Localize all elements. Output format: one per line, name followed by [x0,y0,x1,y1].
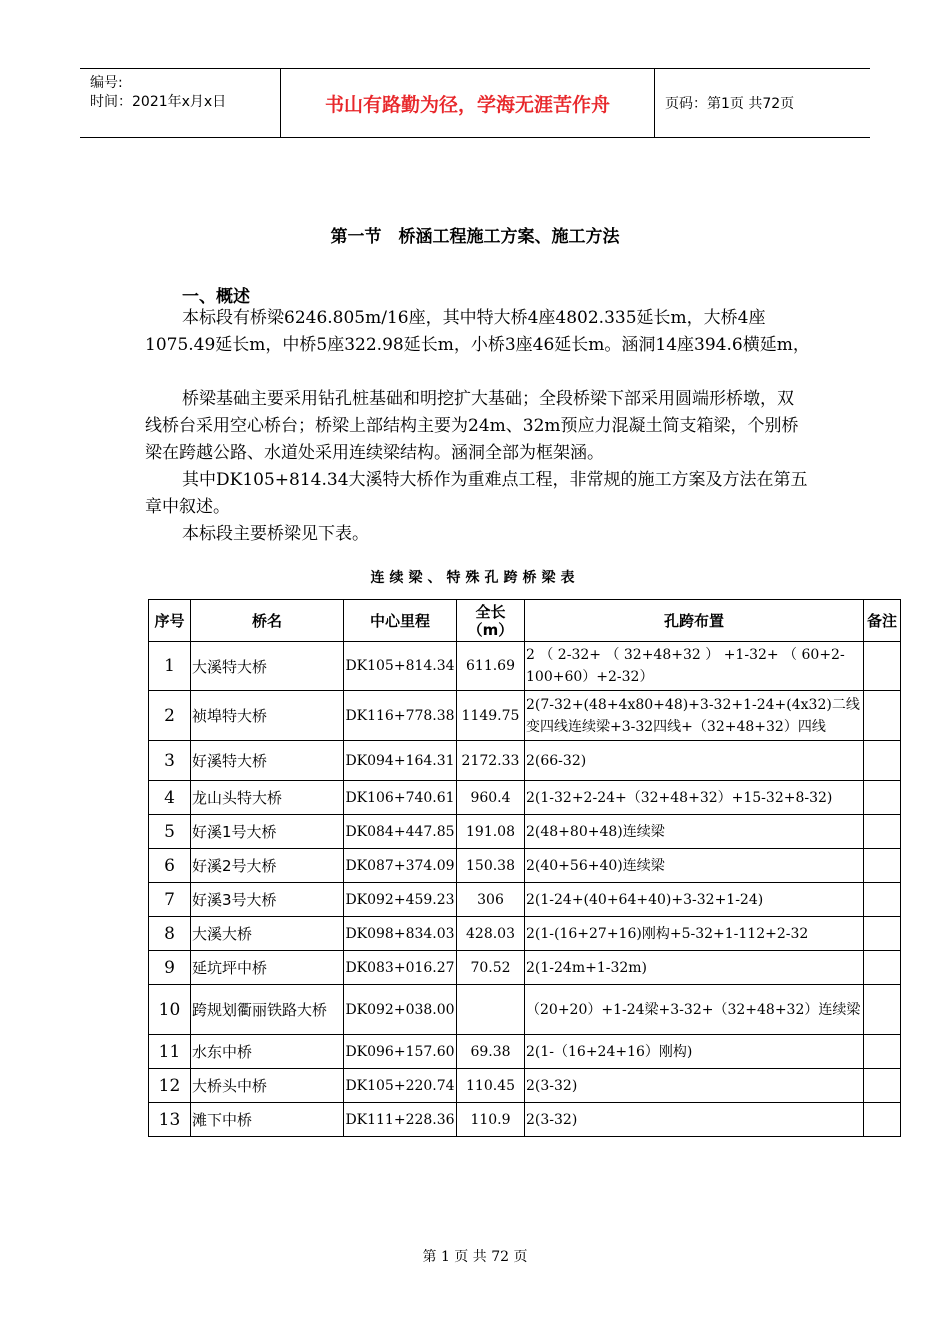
table-row [149,883,901,917]
header-page-info: 页码：第1页 共72页 [665,96,795,112]
row-length: 428.03 [457,917,525,951]
row-span: 2(40+56+40)连续梁 [525,849,864,883]
row-no: 3 [149,741,191,781]
row-no: 2 [149,691,191,741]
table-row [149,985,901,1035]
row-remark [864,691,901,741]
row-station: DK105+814.34 [344,642,457,691]
table-row [149,741,901,781]
header-remark: 备注 [864,600,901,642]
table-row [149,849,901,883]
table-row [149,691,901,741]
header-meta [80,69,281,137]
row-span: 2(1-(16+27+16)刚构+5-32+1-112+2-32 [525,917,864,951]
row-station: DK105+220.74 [344,1069,457,1103]
table-row [149,1103,901,1137]
header-motto: 书山有路勤为径，学海无涯苦作舟 [281,69,655,137]
table-row [149,951,901,985]
row-bridge-name: 好溪1号大桥 [191,815,344,849]
header-station: 中心里程 [344,600,457,642]
row-remark [864,1035,901,1069]
row-span: 2 （ 2-32+ （ 32+48+32 ） +1-32+ （ 60+2-100+60）+2-32） [525,642,864,691]
row-station: DK092+459.23 [344,883,457,917]
header-length-a: 全长 [475,602,506,621]
row-no: 8 [149,917,191,951]
row-length [457,985,525,1035]
table-row [149,781,901,815]
section-title: 第一节 桥涵工程施工方案、施工方法 [330,227,620,247]
row-remark [864,815,901,849]
row-remark [864,917,901,951]
table-row [149,1069,901,1103]
row-remark [864,951,901,985]
paragraph-4: 本标段主要桥梁见下表。 [182,524,369,544]
row-remark [864,849,901,883]
row-station: DK083+016.27 [344,951,457,985]
row-bridge-name: 龙山头特大桥 [191,781,344,815]
row-no: 4 [149,781,191,815]
table-caption: 连续梁、特殊孔跨桥梁表 [370,570,580,586]
row-bridge-name: 跨规划衢丽铁路大桥 [191,985,344,1035]
row-length: 70.52 [457,951,525,985]
row-span: 2(48+80+48)连续梁 [525,815,864,849]
paragraph-2: 桥梁基础主要采用钻孔桩基础和明挖扩大基础；全段桥梁下部采用圆端形桥墩，双线桥台采用空心桥台；桥梁上部结构主要为24m、32m预应力混凝土简支箱梁，个别桥梁在跨越公路、水道处采用连续梁结构。涵洞全部为框架涵。 [145,389,799,463]
header-span: 孔跨布置 [525,600,864,642]
table-row [149,642,901,691]
row-bridge-name: 大溪大桥 [191,917,344,951]
paragraph-1: 本标段有桥梁6246.805m/16座，其中特大桥4座4802.335延长m，大桥4座1075.49延长m，中桥5座322.98延长m，小桥3座46延长m。涵洞14座394.6横延m， [145,308,810,355]
table-header-row [149,600,901,642]
row-station: DK111+228.36 [344,1103,457,1137]
row-remark [864,741,901,781]
row-bridge-name: 好溪特大桥 [191,741,344,781]
row-length: 150.38 [457,849,525,883]
row-span: 2(66-32) [525,741,864,781]
header-no: 序号 [149,600,191,642]
overview-heading: 一、概述 [182,287,250,307]
row-remark [864,1103,901,1137]
row-bridge-name: 大溪特大桥 [191,642,344,691]
table-row [149,917,901,951]
row-no: 7 [149,883,191,917]
row-length: 110.9 [457,1103,525,1137]
row-no: 6 [149,849,191,883]
row-remark [864,985,901,1035]
row-no: 5 [149,815,191,849]
code-label: 编号: [90,75,123,91]
date-label: 时间：2021年x月x日 [90,94,227,110]
page-header [80,68,870,138]
row-station: DK098+834.03 [344,917,457,951]
row-station: DK092+038.00 [344,985,457,1035]
row-remark [864,1069,901,1103]
row-remark [864,781,901,815]
row-span: 2(3-32) [525,1103,864,1137]
row-length: 69.38 [457,1035,525,1069]
row-station: DK106+740.61 [344,781,457,815]
row-length: 1149.75 [457,691,525,741]
row-span: （20+20）+1-24梁+3-32+（32+48+32）连续梁 [525,985,864,1035]
row-remark [864,642,901,691]
row-no: 12 [149,1069,191,1103]
row-no: 10 [149,985,191,1035]
row-span: 2(1-32+2-24+（32+48+32）+15-32+8-32) [525,781,864,815]
table-row [149,1035,901,1069]
row-station: DK096+157.60 [344,1035,457,1069]
row-span: 2(1-（16+24+16）刚构) [525,1035,864,1069]
row-bridge-name: 好溪2号大桥 [191,849,344,883]
row-length: 191.08 [457,815,525,849]
row-station: DK087+374.09 [344,849,457,883]
row-bridge-name: 祯埠特大桥 [191,691,344,741]
row-bridge-name: 大桥头中桥 [191,1069,344,1103]
row-length: 611.69 [457,642,525,691]
row-no: 13 [149,1103,191,1137]
row-station: DK084+447.85 [344,815,457,849]
row-no: 1 [149,642,191,691]
row-length: 110.45 [457,1069,525,1103]
bridge-table [148,599,901,1137]
row-bridge-name: 延坑坪中桥 [191,951,344,985]
row-span: 2(3-32) [525,1069,864,1103]
row-span: 2(7-32+(48+4x80+48)+3-32+1-24+(4x32)二线变四线连续梁+3-32四线+（32+48+32）四线 [525,691,864,741]
row-station: DK116+778.38 [344,691,457,741]
row-span: 2(1-24m+1-32m) [525,951,864,985]
row-length: 306 [457,883,525,917]
header-length-b: （m） [467,620,514,639]
header-length [457,600,525,642]
row-remark [864,883,901,917]
table-row [149,815,901,849]
row-length: 2172.33 [457,741,525,781]
row-station: DK094+164.31 [344,741,457,781]
header-name: 桥名 [191,600,344,642]
row-no: 11 [149,1035,191,1069]
row-bridge-name: 水东中桥 [191,1035,344,1069]
paragraph-3: 其中DK105+814.34大溪特大桥作为重难点工程，非常规的施工方案及方法在第五章中叙述。 [145,470,808,517]
row-bridge-name: 好溪3号大桥 [191,883,344,917]
row-length: 960.4 [457,781,525,815]
row-no: 9 [149,951,191,985]
row-span: 2(1-24+(40+64+40)+3-32+1-24) [525,883,864,917]
row-bridge-name: 滩下中桥 [191,1103,344,1137]
page-footer: 第 1 页 共 72 页 [422,1249,528,1265]
